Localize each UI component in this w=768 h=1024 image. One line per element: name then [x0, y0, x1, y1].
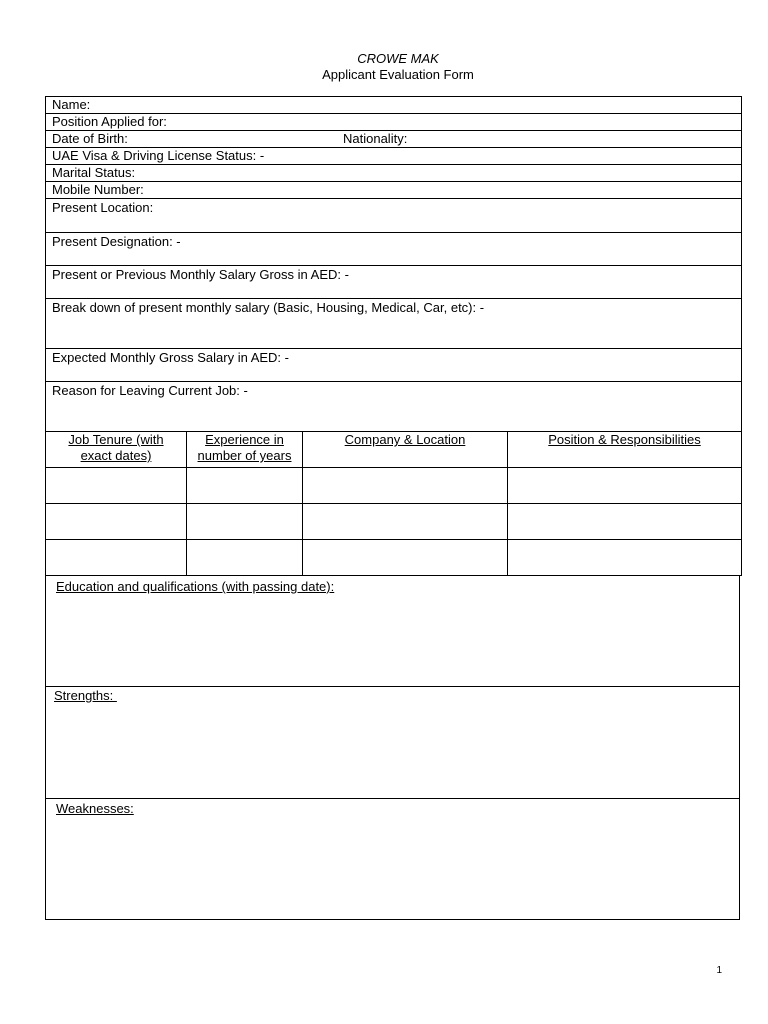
dob-label: Date of Birth: — [52, 131, 128, 146]
name-row[interactable] — [45, 96, 742, 114]
strengths-section[interactable] — [45, 686, 740, 799]
education-label: Education and qualifications (with passing date): — [56, 579, 335, 594]
table-row-2-experience[interactable] — [186, 503, 303, 540]
visa-status-row[interactable] — [45, 147, 742, 165]
nationality-label: Nationality: — [343, 131, 408, 146]
header-position-responsibilities: Position & Responsibilities — [507, 431, 742, 468]
salary-breakdown-label: Break down of present monthly salary (Basic, Housing, Medical, Car, etc): - — [52, 300, 485, 315]
salary-gross-row[interactable] — [45, 265, 742, 299]
present-designation-label: Present Designation: - — [52, 234, 181, 249]
page-number: 1 — [716, 965, 722, 976]
mobile-number-label: Mobile Number: — [52, 182, 144, 197]
table-row-1-company[interactable] — [302, 467, 508, 504]
education-section[interactable] — [45, 575, 740, 687]
salary-breakdown-row[interactable] — [45, 298, 742, 349]
company-name: CROWE MAK — [357, 51, 439, 66]
reason-leaving-row[interactable] — [45, 381, 742, 432]
form-title: Applicant Evaluation Form — [322, 67, 474, 82]
name-label: Name: — [52, 97, 91, 112]
dob-nationality-row[interactable] — [45, 130, 742, 148]
reason-leaving-label: Reason for Leaving Current Job: - — [52, 383, 248, 398]
table-row-3-company[interactable] — [302, 539, 508, 576]
expected-salary-row[interactable] — [45, 348, 742, 382]
position-applied-row[interactable] — [45, 113, 742, 131]
table-row-2-company[interactable] — [302, 503, 508, 540]
header-job-tenure: Job Tenure (with exact dates) — [45, 431, 187, 468]
mobile-number-row[interactable] — [45, 181, 742, 199]
table-row-3-tenure[interactable] — [45, 539, 187, 576]
marital-status-row[interactable] — [45, 164, 742, 182]
expected-salary-label: Expected Monthly Gross Salary in AED: - — [52, 350, 289, 365]
salary-gross-label: Present or Previous Monthly Salary Gross in AED: - — [52, 267, 349, 282]
table-row-1-position[interactable] — [507, 467, 742, 504]
table-row-2-position[interactable] — [507, 503, 742, 540]
strengths-label: Strengths: — [54, 688, 117, 703]
weaknesses-section[interactable] — [45, 798, 740, 920]
visa-status-label: UAE Visa & Driving License Status: - — [52, 148, 265, 163]
table-row-1-tenure[interactable] — [45, 467, 187, 504]
table-row-2-tenure[interactable] — [45, 503, 187, 540]
table-row-1-experience[interactable] — [186, 467, 303, 504]
position-applied-label: Position Applied for: — [52, 114, 167, 129]
table-row-3-experience[interactable] — [186, 539, 303, 576]
present-location-row[interactable] — [45, 198, 742, 233]
header-experience-years: Experience in number of years — [186, 431, 303, 468]
table-row-3-position[interactable] — [507, 539, 742, 576]
present-location-label: Present Location: — [52, 200, 154, 215]
marital-status-label: Marital Status: — [52, 165, 136, 180]
header-company-location: Company & Location — [302, 431, 508, 468]
weaknesses-label: Weaknesses: — [56, 801, 134, 816]
present-designation-row[interactable] — [45, 232, 742, 266]
